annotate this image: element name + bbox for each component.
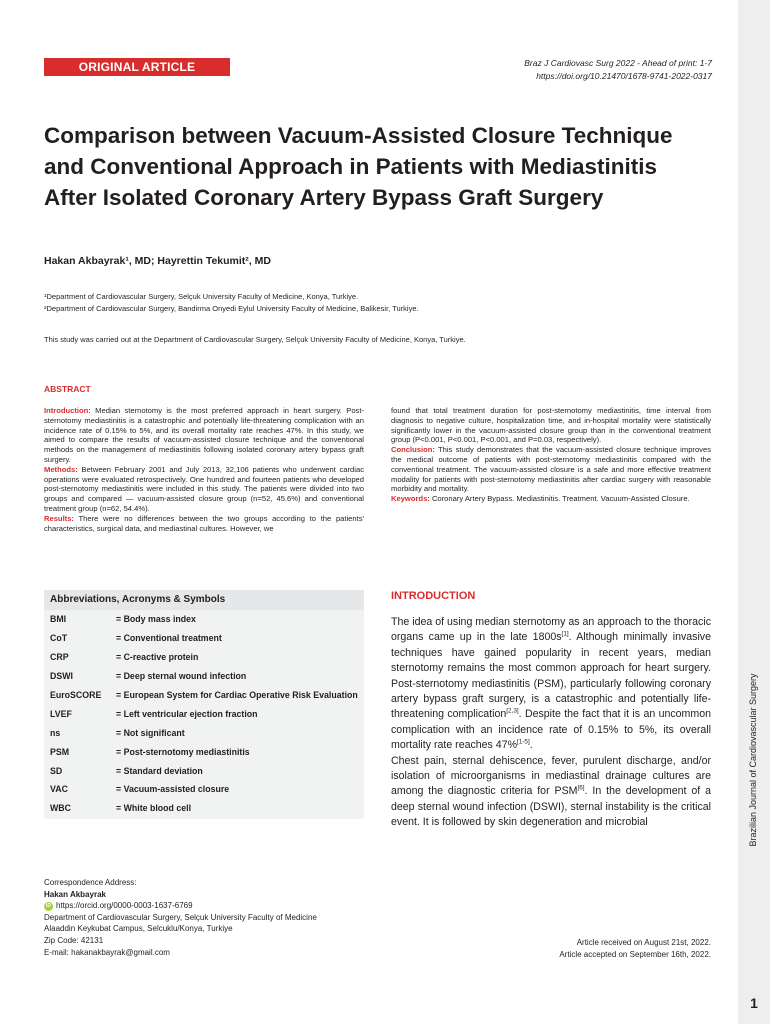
study-location-note: This study was carried out at the Department of Cardiovascular Surgery, Selçuk University Faculty of Medicine, Konya, Turkiye. — [44, 335, 466, 344]
introduction-heading: INTRODUCTION — [391, 590, 476, 602]
affiliation-1: ¹Department of Cardiovascular Surgery, Selçuk University Faculty of Medicine, Konya, Turkiye. — [44, 292, 359, 301]
abbreviation-term: WBC — [50, 803, 72, 814]
abstract-conclusion: Conclusion: This study demonstrates that the vacuum-assisted closure technique improves the medical outcome of patients with post-sternotomy mediastinitis compared with the conventional treatment. The vacuum-assisted closure is a safe and more effective treatment modality for patients with post-sternotomy mediastinitis after cardiac surgery with reasonable morbidity and mortality. — [391, 445, 711, 494]
correspondence-label: Correspondence Address: — [44, 878, 137, 887]
abbreviation-row — [44, 648, 364, 667]
journal-citation-block — [524, 57, 712, 83]
abbreviation-row — [44, 610, 364, 629]
abbreviation-row — [44, 704, 364, 723]
abbreviation-term: EuroSCORE — [50, 690, 102, 700]
abbreviation-row — [44, 742, 364, 761]
correspondence-block — [44, 877, 317, 958]
abbreviation-row — [44, 629, 364, 648]
sidebar — [738, 0, 770, 1024]
citation-ref[interactable]: [1] — [561, 630, 569, 638]
authors: Hakan Akbayrak¹, MD; Hayrettin Tekumit², MD — [44, 255, 271, 267]
correspondence-department: Department of Cardiovascular Surgery, Selçuk University Faculty of Medicine — [44, 912, 317, 922]
accepted-date: Article accepted on September 16th, 2022. — [559, 950, 711, 959]
abbreviation-definition: = C-reactive protein — [116, 652, 199, 663]
abbreviation-definition: = Body mass index — [116, 614, 196, 625]
abstract-keywords-label: Keywords: — [391, 494, 430, 504]
sidebar-journal-name: Brazilian Journal of Cardiovascular Surgery — [748, 673, 758, 847]
abstract-results-continued: found that total treatment duration for post-sternotomy mediastinitis, time interval from diagnosis to negative culture, hospitalization time, and in-hospital mortality were statistically significantly lower in the vacuum-assisted closure group than in the conventional treatment group (P<0.001, P<0.001, P<0.001, and P=0.03, respectively). — [391, 406, 711, 445]
abstract-methods-label: Methods: — [44, 464, 78, 474]
abbreviation-definition: = Conventional treatment — [116, 633, 222, 644]
abbreviation-definition: = Not significant — [116, 727, 185, 738]
abstract-results-label: Results: — [44, 513, 74, 523]
abstract-heading: ABSTRACT — [44, 384, 91, 394]
abbreviation-term: VAC — [50, 784, 68, 795]
abbreviation-definition: = Left ventricular ejection fraction — [116, 708, 258, 719]
abstract-introduction: Introduction: Median sternotomy is the most preferred approach in heart surgery. Post-sternotomy mediastinitis is a catastrophic and potentially life-threatening complication with an incidence rate of 0.15% to 5%, and its overall mortality rate reaches 47%. In this study, we aimed to compare the results of vacuum-assisted closure technique and the conventional methods on the management of mediastinitis following isolated coronary artery bypass graft surgery. — [44, 406, 364, 464]
abbreviation-definition: = Deep sternal wound infection — [116, 671, 247, 682]
abstract-methods: Methods: Between February 2001 and July 2013, 32,106 patients who underwent cardiac operations were evaluated retrospectively. One hundred and fourteen patients who developed post-sternotomy mediastinitis were included in this study. The patients were divided into two groups and compared — vacuum-assisted closure group (n=52, 45.6%) and conventional treatment group (n=62, 54.4%). — [44, 464, 364, 513]
abbreviation-row — [44, 667, 364, 686]
abbreviation-term: CRP — [50, 652, 69, 663]
abbreviation-row — [44, 761, 364, 780]
abbreviation-term: SD — [50, 765, 63, 776]
abbreviation-definition: = Standard deviation — [116, 765, 203, 776]
received-date: Article received on August 21st, 2022. — [576, 938, 711, 947]
correspondence-name: Hakan Akbayrak — [44, 889, 106, 899]
orcid-line — [44, 900, 317, 912]
abbreviation-definition: = Vacuum-assisted closure — [116, 784, 230, 795]
abbreviation-row — [44, 799, 364, 818]
abbreviation-term: LVEF — [50, 708, 72, 719]
abbreviation-term: PSM — [50, 746, 70, 757]
abbreviations-heading: Abbreviations, Acronyms & Symbols — [44, 590, 364, 610]
article-dates — [559, 937, 711, 961]
citation-ref[interactable]: [2,3] — [506, 707, 519, 715]
abbreviation-term: CoT — [50, 633, 68, 644]
orcid-icon: iD — [46, 902, 51, 909]
abbreviation-term: BMI — [50, 614, 67, 625]
abstract-left-column — [44, 406, 364, 533]
citation-ref[interactable]: [1-5] — [517, 738, 530, 746]
article-type-badge: ORIGINAL ARTICLE — [44, 58, 230, 76]
abbreviation-definition: = European System for Cardiac Operative Risk Evaluation — [116, 690, 358, 700]
abbreviations-box — [44, 590, 364, 819]
correspondence-email[interactable]: E-mail: hakanakbayrak@gmail.com — [44, 947, 170, 957]
introduction-body — [391, 615, 711, 831]
abstract-results: Results: There were no differences between the two groups according to the patients' characteristics, surgical data, and mediastinal cultures. However, we — [44, 513, 364, 533]
abbreviation-term: ns — [50, 727, 61, 738]
correspondence-zip: Zip Code: 42131 — [44, 935, 104, 945]
affiliations — [44, 291, 419, 315]
page-number: 1 — [750, 995, 758, 1011]
abstract-conclusion-label: Conclusion: — [391, 445, 435, 455]
abstract-keywords: Keywords: Coronary Artery Bypass. Mediastinitis. Treatment. Vacuum-Assisted Closure. — [391, 494, 690, 504]
abbreviation-row — [44, 686, 364, 705]
orcid-link[interactable]: https://orcid.org/0000-0003-1637-6769 — [56, 901, 193, 911]
introduction-paragraph-2: Chest pain, sternal dehiscence, fever, purulent discharge, and/or isolation of microorganisms in mediastinal drainage cultures are among the diagnostic criteria for PSM[6]. In the development of a deep sternal wound infection (DSWI), sternal instability is the critical event. It is followed by skin degeneration and microbial — [391, 754, 711, 829]
introduction-paragraph-1: The idea of using median sternotomy as an approach to the thoracic organs came up in the late 1800s[1]. Although minimally invasive techniques have gained popularity in recent years, median sternotomy remains the most common approach for heart surgery. Post-sternotomy mediastinitis (PSM), particularly following coronary artery bypass graft surgery, is a catastrophic and potentially life-threatening complication[2,3]. Despite the fact that it is an uncommon complication with an incidence rate of 0.15% to 5%, its overall mortality rate reaches 47%[1-5]. — [391, 616, 711, 752]
abbreviation-row — [44, 723, 364, 742]
journal-citation: Braz J Cardiovasc Surg 2022 - Ahead of print: 1-7 — [524, 58, 712, 68]
citation-ref[interactable]: [6] — [577, 784, 585, 792]
article-title: Comparison between Vacuum-Assisted Closure Technique and Conventional Approach in Patients with Mediastinitis After Isolated Coronary Artery Bypass Graft Surgery — [44, 123, 673, 210]
abbreviation-definition: = White blood cell — [116, 803, 192, 814]
abbreviation-term: DSWI — [50, 671, 73, 682]
abstract-right-column — [391, 406, 711, 504]
abbreviations-list — [44, 610, 364, 818]
abstract-intro-label: Introduction: — [44, 406, 91, 415]
abbreviation-definition: = Post-sternotomy mediastinitis — [116, 746, 250, 757]
correspondence-address: Alaaddin Keykubat Campus, Selcuklu/Konya, Turkiye — [44, 924, 233, 934]
abbreviation-row — [44, 780, 364, 799]
doi-link[interactable]: https://doi.org/10.21470/1678-9741-2022-0317 — [536, 71, 712, 81]
affiliation-2: ²Department of Cardiovascular Surgery, Bandirma Onyedi Eylul University Faculty of Medicine, Balikesir, Turkiye. — [44, 304, 419, 313]
